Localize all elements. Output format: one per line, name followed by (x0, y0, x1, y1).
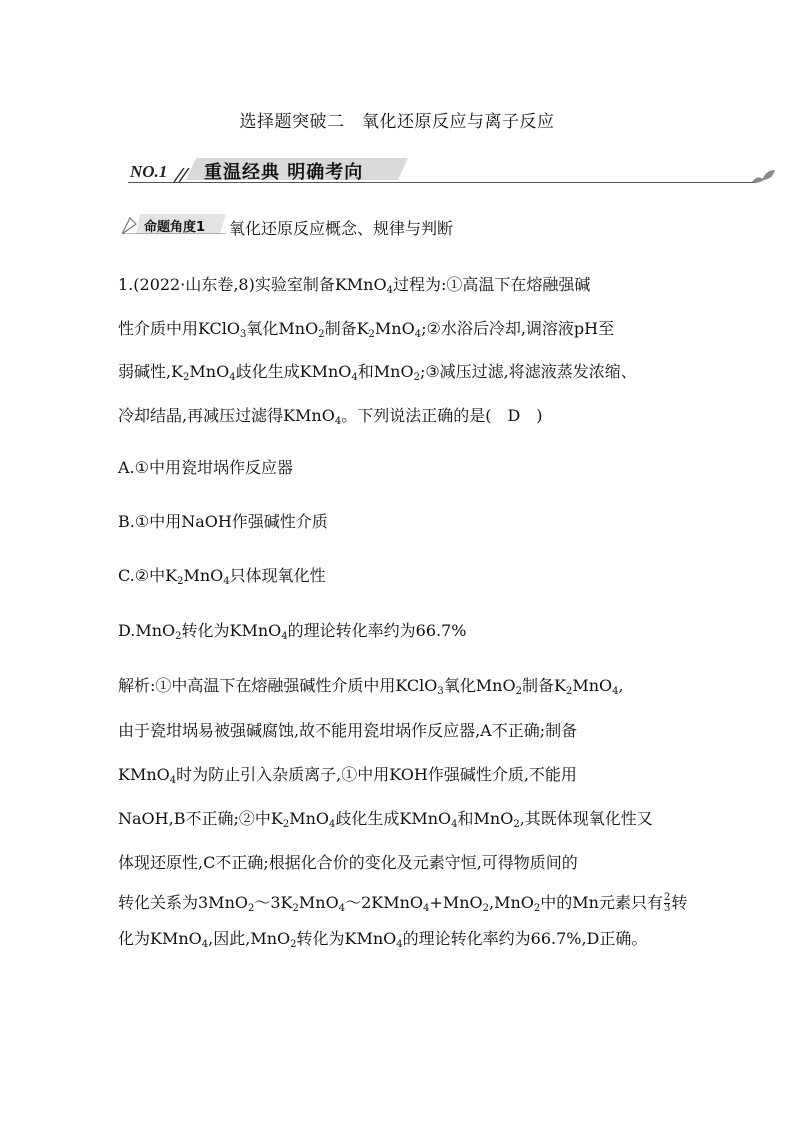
subscript: 4 (281, 631, 288, 642)
text-run: 化为KMnO (118, 929, 202, 948)
subscript: 4 (329, 819, 336, 830)
text-run: MnO (183, 566, 224, 585)
subscript: 4 (612, 686, 619, 697)
subscript: 4 (451, 819, 458, 830)
subscript: 4 (338, 903, 346, 914)
text-run: 氧化MnO (443, 676, 516, 695)
analysis-line-text (118, 893, 663, 912)
text-run: 体现还原性,C不正确;根据化合价的变化及元素守恒,可得物质间的 (118, 853, 578, 872)
text-run: ,其既体现氧化性又 (519, 809, 653, 828)
text-run: 弱碱性,K (118, 362, 184, 381)
option-b (118, 509, 328, 532)
angle-tag-label: 命题角度1 (144, 220, 206, 235)
text-run: 和MnO (357, 362, 414, 381)
option-c (118, 563, 326, 586)
subscript: 2 (175, 631, 182, 642)
analysis-line (118, 762, 577, 785)
analysis-line (118, 718, 577, 741)
analysis-line (118, 806, 653, 829)
option-d (118, 618, 467, 641)
text-run: ,因此,MnO (208, 929, 291, 948)
section-number: NO.1 (130, 162, 168, 181)
analysis-line (118, 890, 687, 914)
question-line (118, 316, 614, 339)
subscript: 4 (423, 903, 430, 914)
subscript: 2 (248, 903, 255, 914)
text-run: NaOH,B不正确;②中K (118, 809, 283, 828)
subscript: 4 (229, 372, 236, 383)
text-run: 和MnO (457, 809, 514, 828)
text-run: B.①中用NaOH作强碱性介质 (118, 512, 328, 531)
subscript: 2 (533, 903, 541, 914)
analysis-line (118, 673, 624, 696)
subscript: 2 (290, 939, 297, 950)
text-run: 歧化生成KMnO (235, 362, 352, 381)
text-run: D.MnO (118, 621, 176, 640)
text-run: ;②水浴后冷却,调溶液pH至 (421, 319, 615, 338)
analysis-line (118, 926, 647, 949)
subscript: 2 (177, 576, 184, 587)
analysis-line (118, 850, 578, 873)
text-run: 的理论转化率约为66.7% (287, 621, 467, 640)
subscript: 4 (396, 939, 403, 950)
subscript: 2 (318, 329, 325, 340)
subscript: 4 (414, 329, 422, 340)
text-run: MnO (289, 809, 329, 828)
question-line (118, 359, 637, 382)
text-run: 的理论转化率约为66.7%,D正确。 (402, 929, 648, 948)
text-run: 转化为KMnO (296, 929, 397, 948)
text-run: 转化为KMnO (181, 621, 282, 640)
text-run: 1.(2022·山东卷,8)实验室制备KMnO (118, 275, 387, 294)
text-run: ,MnO (489, 893, 534, 912)
fraction-suffix: 转 (671, 893, 688, 912)
text-run: MnO (572, 676, 613, 695)
text-run: 制备K (324, 319, 369, 338)
subscript: 2 (292, 903, 299, 914)
fraction-numerator: 2 (663, 892, 671, 903)
text-run: KMnO (118, 765, 170, 784)
subscript: 2 (183, 372, 190, 383)
subscript: 2 (513, 819, 520, 830)
text-run: 氧化MnO (246, 319, 319, 338)
text-run: 解析:①中高温下在熔融强碱性介质中用KClO (118, 676, 438, 695)
question-line (118, 272, 590, 295)
text-run: 过程为:①高温下在熔融强碱 (392, 275, 591, 294)
subscript: 4 (169, 775, 177, 786)
fraction (664, 893, 670, 914)
text-run: MnO (374, 319, 415, 338)
leaf-icon (750, 168, 776, 188)
text-run: ～2KMnO (345, 893, 424, 912)
text-run: MnO (298, 893, 339, 912)
text-run: 歧化生成KMnO (335, 809, 452, 828)
text-run: , (618, 676, 624, 695)
question-line (118, 403, 543, 426)
text-run: ～3K (254, 893, 293, 912)
subscript: 2 (282, 819, 290, 830)
subscript: 3 (240, 329, 247, 340)
text-run: MnO (189, 362, 230, 381)
text-run: ;③减压过滤,将滤液蒸发浓缩、 (419, 362, 637, 381)
subscript: 3 (437, 686, 444, 697)
subscript: 4 (351, 372, 358, 383)
section-banner (118, 158, 778, 188)
subscript: 4 (201, 939, 209, 950)
text-run: 。下列说法正确的是( D ) (341, 406, 543, 425)
text-run: 中的Mn元素只有 (540, 893, 663, 912)
text-run: 制备K (521, 676, 566, 695)
subscript: 2 (368, 329, 375, 340)
subscript: 2 (482, 903, 489, 914)
subscript: 4 (334, 416, 342, 427)
subscript: 4 (386, 285, 393, 296)
text-run: 时为防止引入杂质离子,①中用KOH作强碱性介质,不能用 (176, 765, 577, 784)
subscript: 2 (515, 686, 522, 697)
angle-title: 氧化还原反应概念、规律与判断 (229, 219, 454, 238)
subscript: 2 (413, 372, 420, 383)
section-heading: 重温经典 明确考向 (204, 162, 364, 183)
option-a (118, 455, 293, 478)
subscript: 2 (565, 686, 573, 697)
subscript: 4 (223, 576, 230, 587)
text-run: 由于瓷坩埚易被强碱腐蚀,故不能用瓷坩埚作反应器,A不正确;制备 (118, 721, 578, 740)
text-run: 冷却结晶,再减压过滤得KMnO (118, 406, 335, 425)
text-run: C.②中K (118, 566, 178, 585)
text-run: 转化关系为3MnO (118, 893, 248, 912)
text-run: +MnO (429, 893, 483, 912)
text-run: 只体现氧化性 (229, 566, 326, 585)
text-run: A.①中用瓷坩埚作反应器 (118, 458, 293, 477)
fraction-denominator: 3 (663, 903, 671, 914)
page-title: 选择题突破二 氧化还原反应与离子反应 (239, 112, 555, 132)
text-run: 性介质中用KClO (118, 319, 241, 338)
